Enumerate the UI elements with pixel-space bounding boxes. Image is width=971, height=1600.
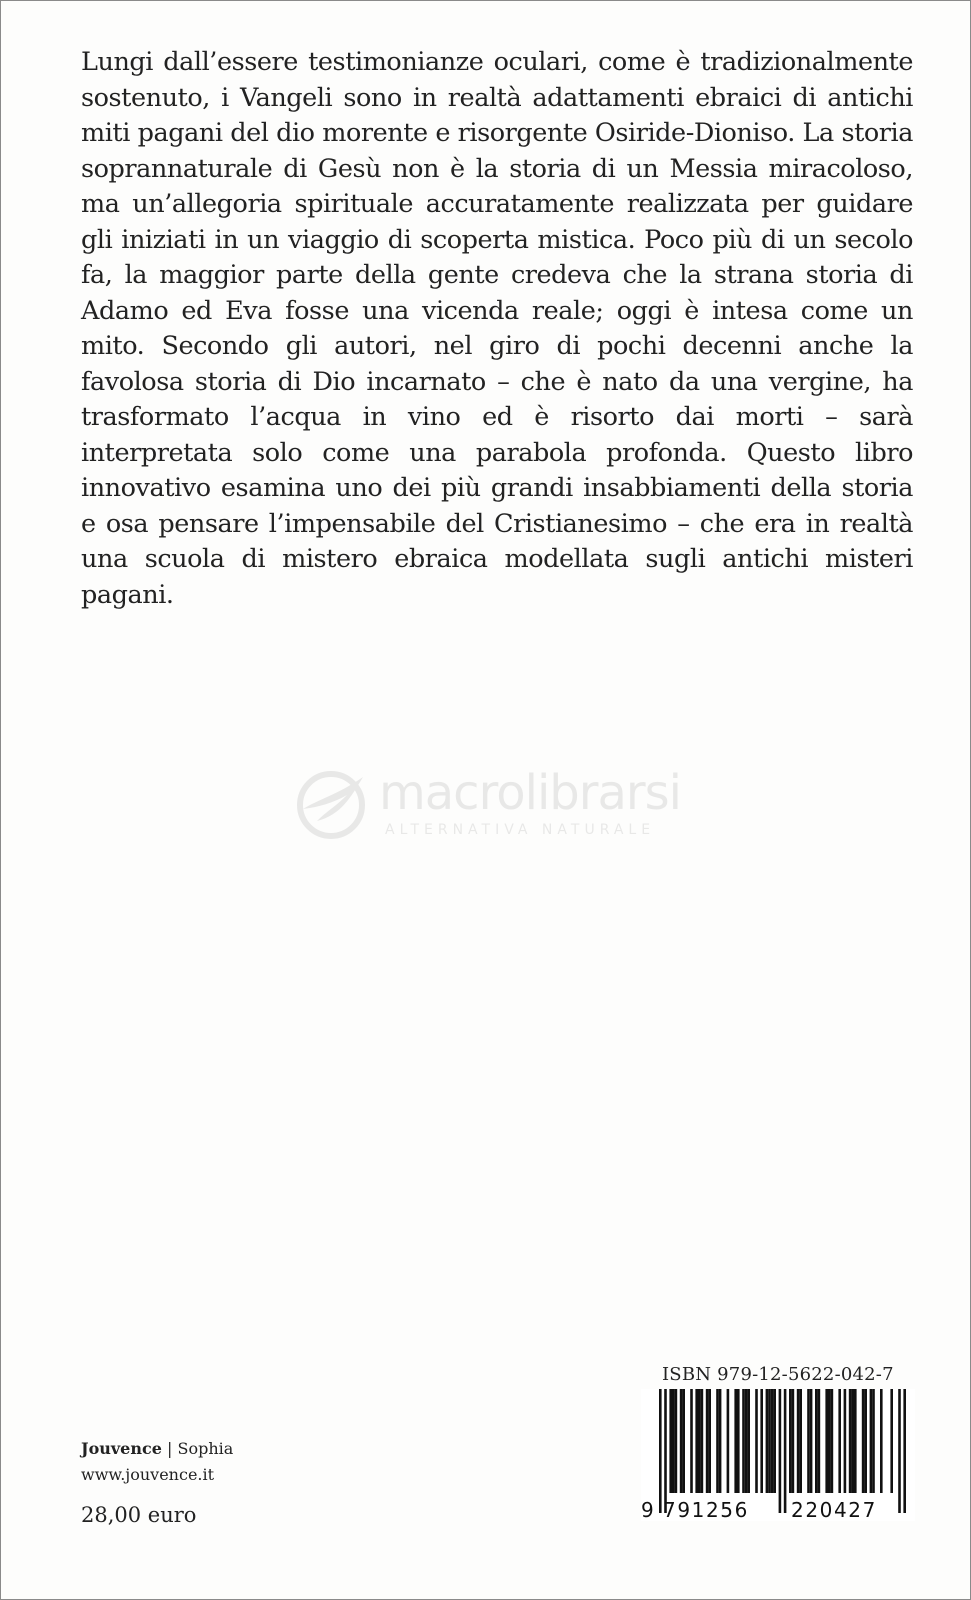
barcode-first-digit: 9 <box>641 1498 654 1522</box>
barcode-bar <box>870 1389 873 1493</box>
barcode-bar <box>690 1389 693 1493</box>
barcode-bar <box>747 1389 750 1493</box>
barcode-bar <box>810 1389 813 1493</box>
barcode-bar <box>771 1389 774 1493</box>
barcode-bar <box>849 1389 852 1493</box>
barcode-bar <box>716 1389 719 1493</box>
barcode-bar <box>695 1389 698 1493</box>
barcode-bar <box>779 1389 782 1513</box>
barcode-bar <box>737 1389 740 1493</box>
barcode-bar <box>760 1389 763 1493</box>
barcode-bar <box>799 1389 802 1493</box>
barcode-bar <box>672 1389 675 1493</box>
barcode-bar <box>755 1389 758 1493</box>
barcode-right-digits: 220427 <box>791 1498 877 1522</box>
barcode-bar <box>708 1389 711 1493</box>
publisher-line <box>81 1437 233 1461</box>
barcode-bar <box>727 1389 730 1493</box>
barcode-bar <box>872 1389 875 1493</box>
barcode-bar <box>838 1389 841 1493</box>
barcode-left-digits: 791256 <box>663 1498 749 1522</box>
barcode-bar <box>828 1389 831 1493</box>
barcode-bar <box>742 1389 745 1493</box>
barcode-bar <box>851 1389 854 1493</box>
barcode-bar <box>680 1389 683 1493</box>
watermark-tagline: ALTERNATIVA NATURALE <box>385 822 656 838</box>
barcode-bar <box>675 1389 678 1493</box>
blurb-text: Lungi dall’essere testimonianze oculari, come è tradizionalmente sostenuto, i Vangeli sono in realtà adattamenti ebraici di antichi miti pagani del dio morente e risorgente Osiride-Dioniso. La storia soprannaturale di Gesù non è la storia di un Messia miracoloso, ma un’allegoria spirituale accuratamente realizzata per guidare gli iniziati in un viaggio di scoperta mistica. Poco più di un secolo fa, la maggior parte della gente credeva che la strana storia di Adamo ed Eva fosse una vicenda reale; oggi è intesa come un mito. Secondo gli autori, nel giro di pochi decenni anche la favolosa storia di Dio incarnato – che è nato da una vergine, ha trasformato l’acqua in vino ed è risorto dai morti – sarà interpretata solo come una parabola profonda. Questo libro innovativo esamina uno dei più grandi insabbiamenti della storia e osa pensare l’impensabile del Cristianesimo – che era in realtà una scuola di mistero ebraica modellata sugli antichi misteri pagani. <box>81 47 913 610</box>
barcode-bar <box>792 1389 795 1493</box>
barcode-bar <box>659 1389 662 1513</box>
barcode-bar <box>818 1389 821 1493</box>
barcode-bar <box>701 1389 704 1493</box>
leaf-logo-icon <box>293 765 373 841</box>
barcode-bar <box>773 1389 776 1493</box>
publisher-url: www.jouvence.it <box>81 1465 215 1484</box>
barcode-bar <box>890 1389 893 1493</box>
barcode-bar <box>719 1389 722 1493</box>
barcode-bar <box>797 1389 800 1493</box>
barcode-bar <box>745 1389 748 1493</box>
publisher-imprint: Sophia <box>177 1439 234 1458</box>
barcode-bar <box>854 1389 857 1493</box>
barcode-bar <box>766 1389 769 1493</box>
isbn-label: ISBN 979-12-5622-042-7 <box>662 1364 894 1385</box>
barcode-bar <box>825 1389 828 1493</box>
barcode-bar <box>880 1389 883 1493</box>
watermark-name: macrolibrarsi <box>379 765 681 821</box>
barcode-bar <box>815 1389 818 1493</box>
barcode-bar <box>664 1389 667 1513</box>
barcode-bar <box>903 1389 906 1513</box>
barcode-digits <box>641 1496 915 1524</box>
barcode-bar <box>682 1389 685 1493</box>
barcode-bar <box>698 1389 701 1493</box>
barcode-bar <box>898 1389 901 1513</box>
barcode-bar <box>768 1389 771 1493</box>
barcode-bar <box>844 1389 847 1493</box>
barcode-bar <box>831 1389 834 1493</box>
barcode-bar <box>789 1389 792 1493</box>
watermark <box>293 765 693 845</box>
publisher-separator: | <box>167 1439 173 1458</box>
barcode-bar <box>734 1389 737 1493</box>
barcode-bar <box>807 1389 810 1493</box>
barcode-bar <box>862 1389 865 1493</box>
barcode-bar <box>706 1389 709 1493</box>
barcode-bar <box>864 1389 867 1493</box>
barcode-bar <box>669 1389 672 1493</box>
publisher-brand: Jouvence <box>81 1439 162 1458</box>
price: 28,00 euro <box>81 1503 197 1527</box>
barcode-bar <box>784 1389 787 1513</box>
